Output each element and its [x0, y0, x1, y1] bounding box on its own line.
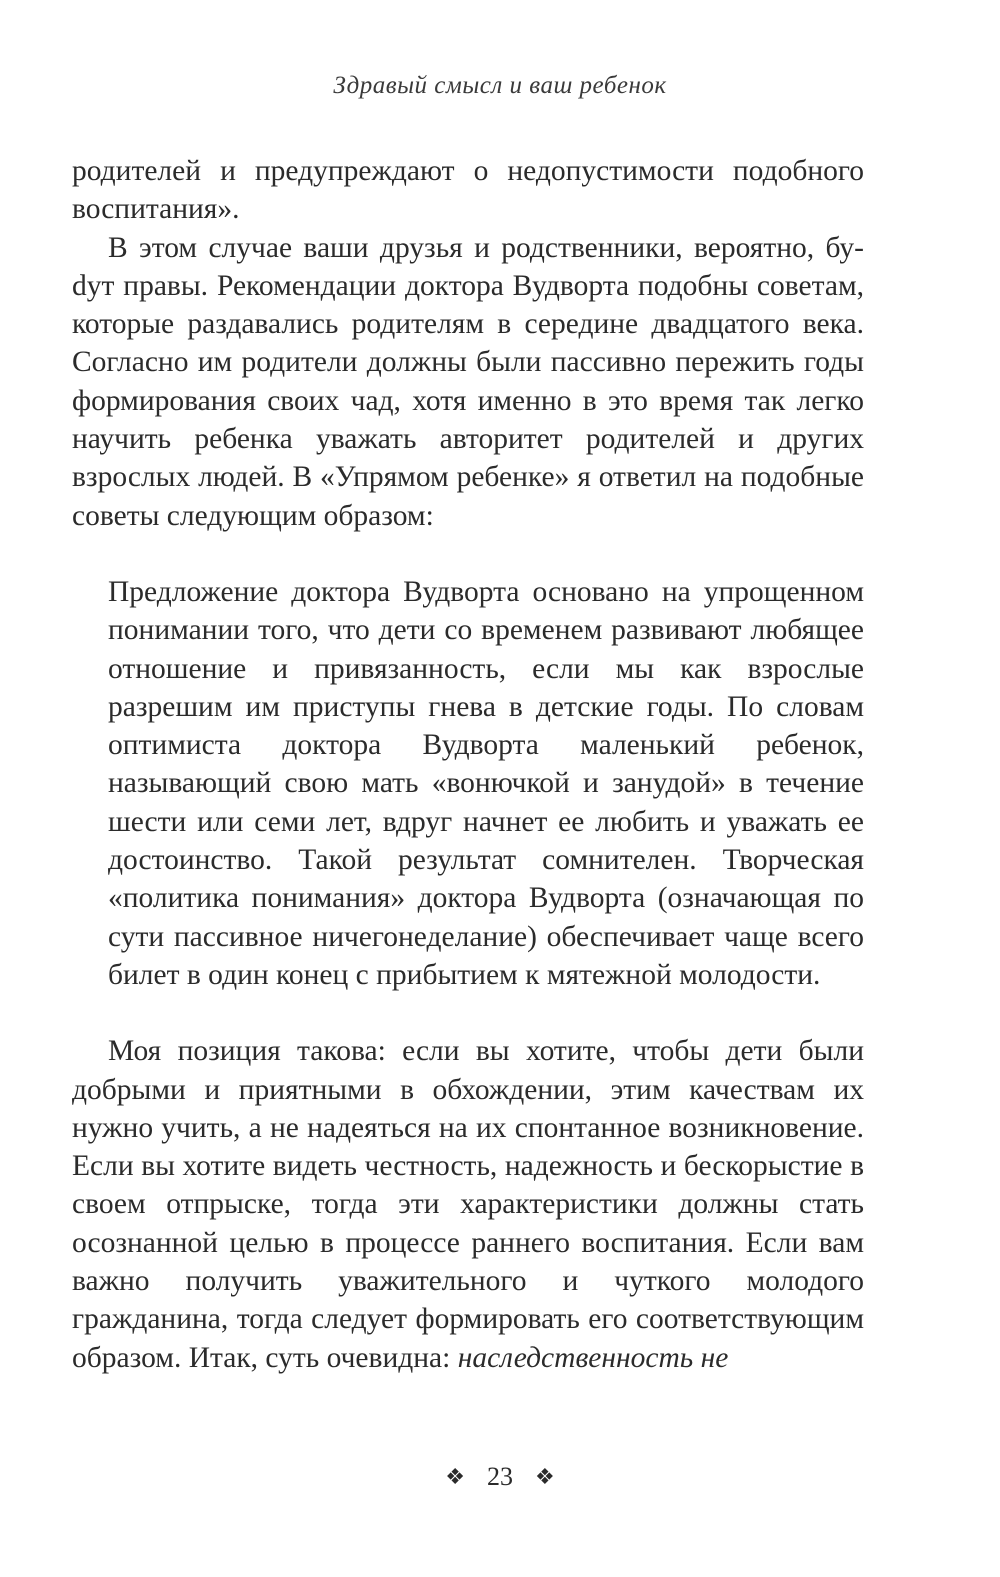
paragraph-my-position-text: Моя позиция такова: если вы хотите, чтобы дети были добрыми и приятными в обхождении, этим качествам их нужно учить, а не надеяться на их спонтанное возникновение. Если вы хотите видеть честность, надежность и бескорыстие в своем отпрыске, тогда эти характеристики должны стать осознанной целью в процессе раннего воспитания. Если вам важно получить уважительного и чуткого молодого гражданина, тогда следует формировать его соответствующим образом. Итак, суть очевидна: [72, 1035, 864, 1374]
ornament-left-icon: ❖ [445, 1464, 465, 1489]
page-number: 23 [487, 1462, 513, 1491]
paragraph-continuation: родителей и предупреждают о недопустимости подобного воспитания». [72, 155, 864, 226]
page-footer [0, 1462, 1000, 1492]
paragraph-friends-relatives: В этом случае ваши друзья и родственники, вероятно, буdут правы. Рекомендации доктора Вудворта подобны советам, которые раздавались родителям в середине двадцатого века. Согласно им родители должны были пассивно пережить годы формирования своих чад, хотя именно в это время так легко научить ребенка уважать авторитет родителей и других взрослых людей. В «Упрямом ребенке» я ответил на подобные советы следующим образом: [72, 231, 864, 532]
body-text [72, 152, 864, 1377]
ornament-right-icon: ❖ [535, 1464, 555, 1489]
paragraph-my-position [72, 1032, 864, 1377]
block-quote: Предложение доктора Вудворта основано на упрощенном понимании того, что дети со временем развивают любящее отношение и привязанность, если мы как взрослые разрешим им приступы гнева в детские годы. По словам оптимиста доктора Вудворта маленький ребенок, называющий свою мать «вонючкой и занудой» в течение шести или семи лет, вдруг начнет ее любить и уважать ее достоинство. Такой результат сомнителен. Творческая «политика понимания» доктора Вудворта (означающая по сути пассивное ничегонеделание) обеспечивает чаще всего билет в один конец с прибытием к мятежной молодости. [108, 575, 864, 991]
running-head: Здравый смысл и ваш ребенок [333, 72, 667, 99]
italic-emphasis: наследственность не [457, 1341, 729, 1374]
